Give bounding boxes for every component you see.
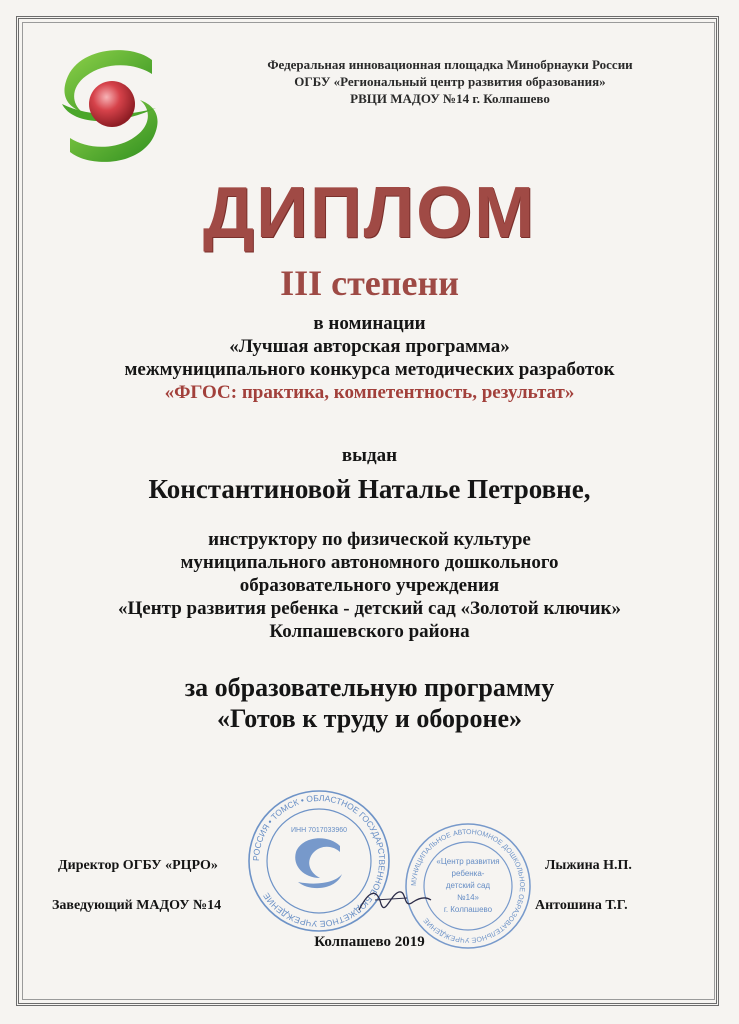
header-line-2: ОГБУ «Региональный центр развития образования» [294, 74, 606, 89]
head-name: Антошина Т.Г. [535, 898, 628, 913]
nomination-block [0, 312, 739, 404]
position-line-1: инструктору по физической культуре [208, 529, 531, 550]
kg-stamp-center-2: ребенка- [451, 869, 485, 878]
kg-stamp-center-1: «Центр развития [436, 857, 500, 866]
director-name: Лыжина Н.П. [545, 858, 632, 873]
rcro-logo-icon [52, 42, 170, 170]
city-year: Колпашево 2019 [314, 934, 425, 950]
kg-stamp-center-4: №14» [457, 893, 479, 902]
nomination-line-2: «Лучшая авторская программа» [229, 336, 510, 357]
position-line-5: Колпашевского района [269, 621, 470, 642]
issuer-header [200, 56, 700, 107]
issued-label: выдан [341, 445, 398, 466]
handwritten-signature-icon [355, 880, 435, 920]
program-block [0, 672, 739, 734]
recipient-name: Константиновой Наталье Петровне, [148, 474, 591, 504]
diploma-degree: III степени [280, 263, 459, 303]
recipient-position [0, 528, 739, 643]
kg-stamp-center-3: детский сад [445, 881, 491, 890]
position-line-3: образовательного учреждения [239, 575, 500, 596]
program-line-2: «Готов к труду и обороне» [216, 704, 523, 733]
director-title: Директор ОГБУ «РЦРО» [58, 858, 218, 873]
rcro-stamp-ring-text: РОССИЯ • ТОМСК • ОБЛАСТНОЕ ГОСУДАРСТВЕННОЕ БЮДЖЕТНОЕ УЧРЕЖДЕНИЕ [250, 792, 388, 930]
diploma-title: ДИПЛОМ [202, 173, 537, 253]
position-line-2: муниципального автономного дошкольного [180, 552, 559, 573]
nomination-line-4: «ФГОС: практика, компетентность, результат» [164, 382, 575, 403]
program-line-1: за образовательную программу [184, 673, 555, 702]
header-line-3: РВЦИ МАДОУ №14 г. Колпашево [350, 91, 550, 106]
nomination-line-1: в номинации [313, 313, 426, 334]
position-line-4: «Центр развития ребенка - детский сад «Золотой ключик» [117, 598, 622, 619]
rcro-stamp-inn: ИНН 7017033960 [290, 827, 348, 834]
header-line-1: Федеральная инновационная площадка Минобрнауки России [267, 57, 633, 72]
nomination-line-3: межмуниципального конкурса методических разработок [124, 359, 615, 380]
head-title: Заведующий МАДОУ №14 [52, 898, 222, 913]
kg-stamp-ring-text: МУНИЦИПАЛЬНОЕ АВТОНОМНОЕ ДОШКОЛЬНОЕ ОБРАЗОВАТЕЛЬНОЕ УЧРЕЖДЕНИЕ [410, 828, 526, 944]
kg-stamp-center-5: г. Колпашево [443, 905, 493, 914]
